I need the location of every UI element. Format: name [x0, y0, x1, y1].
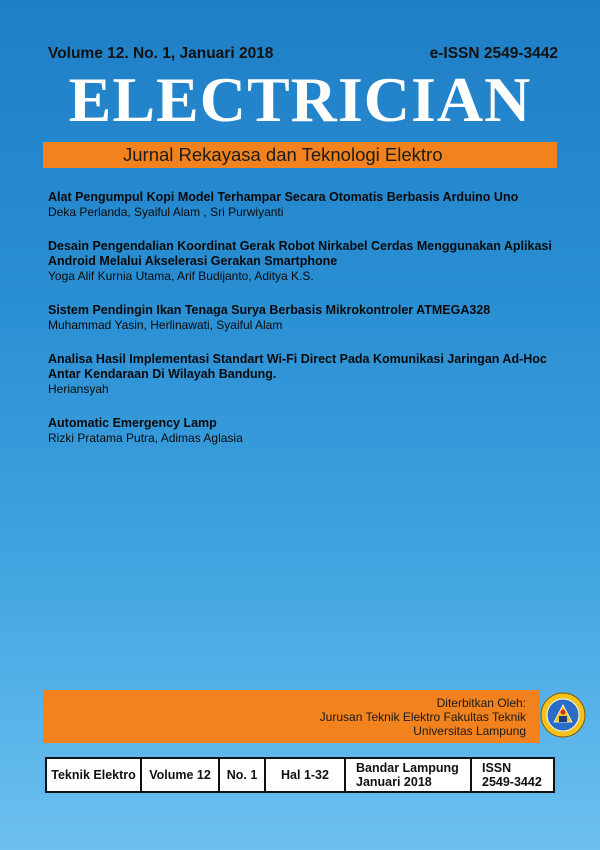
- article-title: Desain Pengendalian Koordinat Gerak Robot Nirkabel Cerdas Menggunakan Aplikasi Android Melalui Akselerasi Gerakan Smartphone: [48, 239, 552, 268]
- article-item: [48, 190, 568, 220]
- e-issn: e-ISSN 2549-3442: [429, 45, 558, 62]
- info-pages: Hal 1-32: [266, 759, 346, 791]
- header-line: [48, 45, 558, 65]
- info-issn-label: ISSN: [482, 761, 512, 775]
- subtitle-band: [43, 142, 557, 168]
- article-authors: Yoga Alif Kurnia Utama, Arif Budijanto, Aditya K.S.: [48, 269, 314, 283]
- info-journal: Teknik Elektro: [47, 759, 142, 791]
- article-item: [48, 239, 568, 284]
- info-issn: [472, 759, 553, 791]
- article-authors: Rizki Pratama Putra, Adimas Aglasia: [48, 431, 243, 445]
- info-volume: Volume 12: [142, 759, 220, 791]
- journal-title: ELECTRICIAN: [68, 64, 532, 135]
- publisher-info: [320, 696, 526, 738]
- article-list: [48, 190, 568, 465]
- info-issn-value: 2549-3442: [482, 775, 542, 789]
- journal-subtitle: Jurnal Rekayasa dan Teknologi Elektro: [123, 144, 443, 165]
- university-logo-icon: [540, 692, 586, 738]
- article-item: [48, 352, 568, 397]
- publisher-band: [43, 690, 540, 743]
- article-item: [48, 303, 568, 333]
- article-authors: Deka Perlanda, Syaiful Alam , Sri Purwiyanti: [48, 205, 284, 219]
- article-item: [48, 416, 568, 446]
- info-place-date: [346, 759, 472, 791]
- publisher-department: Jurusan Teknik Elektro Fakultas Teknik: [319, 710, 526, 724]
- publisher-university: Universitas Lampung: [413, 724, 526, 738]
- article-title: Analisa Hasil Implementasi Standart Wi-Fi Direct Pada Komunikasi Jaringan Ad-Hoc Antar Kendaraan Di Wilayah Bandung.: [48, 352, 547, 381]
- publisher-label: Diterbitkan Oleh:: [436, 696, 526, 710]
- info-date: Januari 2018: [356, 775, 432, 789]
- issue-info-bar: [45, 757, 555, 793]
- article-title: Automatic Emergency Lamp: [48, 416, 217, 430]
- article-authors: Muhammad Yasin, Herlinawati, Syaiful Alam: [48, 318, 283, 332]
- info-number: No. 1: [220, 759, 266, 791]
- info-place: Bandar Lampung: [356, 761, 459, 775]
- volume-line: Volume 12. No. 1, Januari 2018: [48, 45, 274, 62]
- article-title: Alat Pengumpul Kopi Model Terhampar Secara Otomatis Berbasis Arduino Uno: [48, 190, 519, 204]
- article-title: Sistem Pendingin Ikan Tenaga Surya Berbasis Mikrokontroler ATMEGA328: [48, 303, 491, 317]
- article-authors: Heriansyah: [48, 382, 109, 396]
